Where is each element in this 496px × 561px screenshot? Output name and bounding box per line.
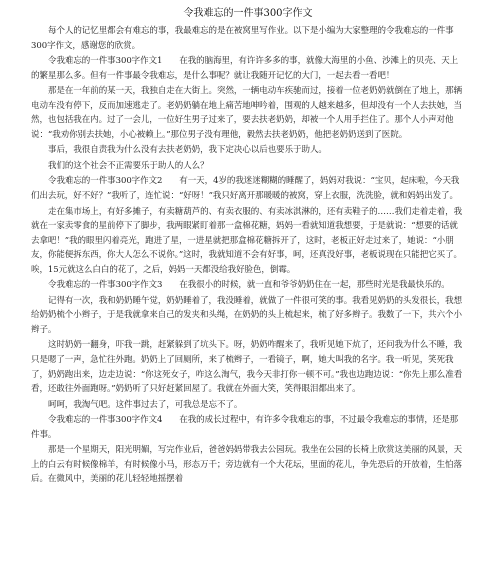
body-paragraph: 走在集市场上，有好多摊子，有卖糖葫芦的、有卖衣服的、有卖冰淇淋的，还有卖鞋子的……我们走着走着，我就在一家卖零食的星前停下了脚步，我两眼紧盯着那一盒棉花糖，妈妈一看就知道我想要，于是就说：“想要的话就去拿吧！”我的眼里闪着亮光，跑进了星，一进星就把那盒棉花糖拆开了，这时，老板正好走过来了，她说：“小朋友，你能便拆东西，你大人怎么不说你。”这时，我就知道不会有好事，呵，还真没好事，老板说现在只能把它买了。唉，15元就这么白白的花了，之后，妈妈一天都没给我好脸色，倒霉。 (31, 206, 463, 275)
essay-1-paragraph: 令我难忘的一件事300字作文1 在我的脑海里，有许许多多的事，就像大海里的小鱼、沙滩上的贝壳、天上的繁星那么多。但有一件事最令我难忘，是什么事呢？就让我随开记忆的大门，一起去看一看吧！ (31, 56, 459, 81)
essay-2-paragraph: 令我难忘的一件事300字作文2 有一天，4岁的我迷迷糊糊的睡醒了，妈妈对我说：“宝贝，起床啦，今天我们出去玩，好不好？”我听了，连忙说：“好呀！”我只好离开那暖暖的被窝，穿上衣服，洗洗脸，就和妈妈出发了。 (31, 176, 460, 202)
essay-3-paragraph: 令我难忘的一件事300字作文3 在我很小的时候，就一直和爷爷奶奶住在一起，那些时光是我最快乐的。 (48, 280, 450, 291)
document-body (0, 24, 496, 488)
body-paragraph: 这时奶奶一翻身，吓我一跳，赶紧躲到了坑头下。呀，奶奶咋醒来了，我听见她下炕了，还问我为什么不睡，我只是嗯了一声，急忙往外跑。奶奶上了回厕所，来了梳辫子，一看镜子，啊，她大叫我的名字。我一听见，笑死我了，奶奶跑出来，边走边说：“你这死女子，咋这么淘气，我今天非打你一顿不可。”我也边跑边说：“你先上那么准看看，还敢往外面跑呀。”奶奶听了只好赶紧回屋了。我就在外面大笑，笑得眼泪都出来了。 (31, 340, 463, 395)
document-title: 令我难忘的一件事300字作文 (183, 8, 313, 19)
intro-paragraph: 每个人的记忆里都会有难忘的事，我最难忘的是在被窝里写作业。以下是小编为大家整理的令我难忘的一件事300字作文，感谢您的欣赏。 (31, 26, 454, 51)
body-paragraph: 呵呵，我淘气吧。这件事过去了，可我总是忘不了。 (48, 399, 243, 410)
essay-4-paragraph: 令我难忘的一件事300字作文4 在我的成长过程中，有许多令我难忘的事，不过最令我难忘的事情，还是那件事。 (31, 415, 459, 440)
body-paragraph: 我们的这个社会不正需要乐于助人的人么？ (48, 160, 209, 171)
body-paragraph: 那是在一年前的某一天，我独自走在大街上。突然，一辆电动车疾驰而过，接着一位老奶奶就倒在了地上，那辆电动车没有停下，反而加速逃走了。老奶奶躺在地上痛苦地呻吟着，围观的人越来越多，但却没有一个人去扶她，当然，也包括我在内。过了一会儿，一位好生男子过来了，要去扶老奶奶，却被一个人用手拦住了。那个人小声对他说：“我劝你别去扶她，小心被赖上。”那位男子没有理他，毅然去扶老奶奶，他把老奶奶送到了医院。 (31, 86, 463, 140)
body-paragraph: 事后，我很自责我为什么没有去扶老奶奶，我下定决心以后也要乐于助人。 (48, 145, 327, 156)
body-paragraph: 记得有一次，我和奶奶睡午觉，奶奶睡着了，我没睡着，就做了一件很可笑的事。我看见奶奶的头发很长，我想给奶奶梳个小辫子，于是我就拿来自己的发夹和头绳，在奶奶的头上梳起来，梳了好多辫子。我数了一下，共六个小辫子。 (31, 295, 463, 335)
body-paragraph: 那是一个星期天，阳光明媚，写完作业后，爸爸妈妈带我去公园玩。我坐在公园的长椅上欣赏这美丽的风景，天上的白云有时候像棉羊，有时候像小马，形态万千；旁边就有一个大花坛，里面的花儿，争先恐后的开放着，生怕落后。在微风中，美丽的花儿轻轻地摇摆着 (31, 445, 463, 485)
